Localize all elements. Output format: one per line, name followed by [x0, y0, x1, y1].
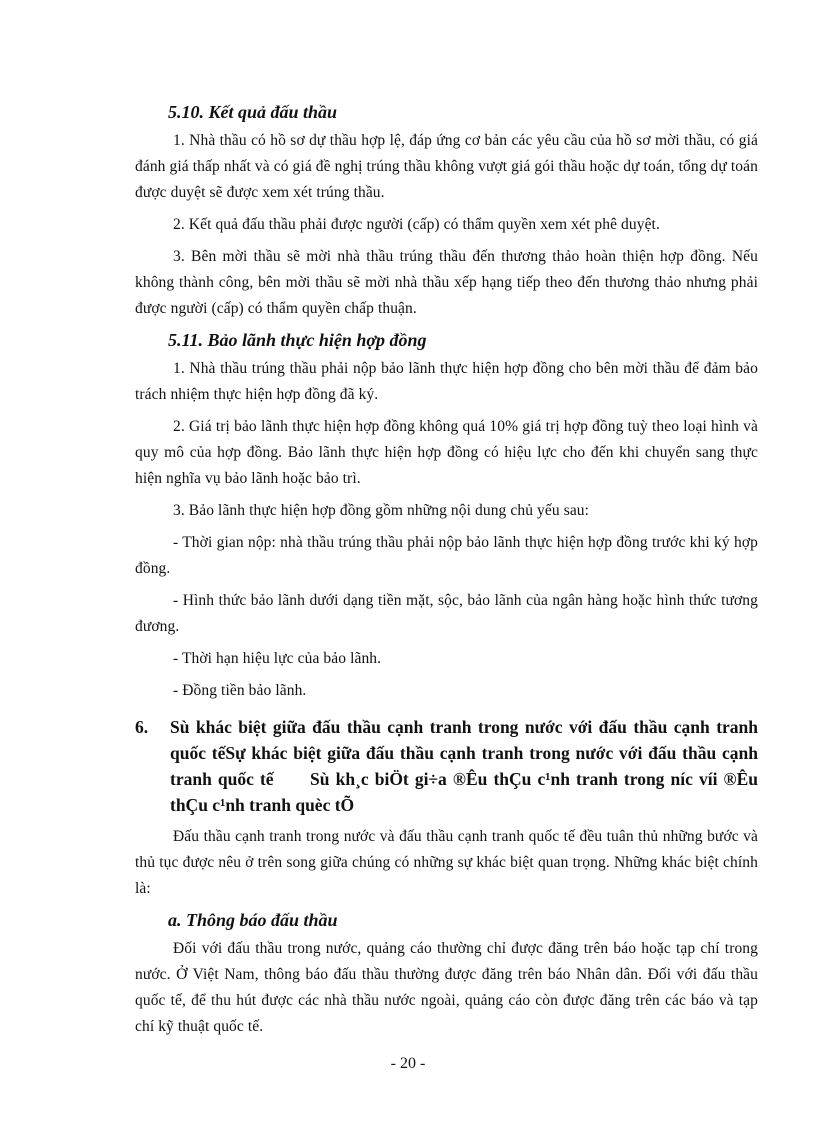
section-6-title: Sù khác biệt giữa đấu thầu cạnh tranh trong nước với đấu thầu cạnh tranh quốc tếSự khác biệt giữa đấu thầu cạnh tranh trong nước với đấu thầu cạnh tranh quốc tế Sù kh¸c biÖt gi÷a ®Êu thÇu c¹nh tranh trong níc víi ®Êu thÇu c¹nh tranh quèc tÕ — [170, 717, 763, 815]
section-5-10-heading: 5.10. Kết quả đấu thầu — [168, 102, 338, 122]
section-5-11-bullet-1: - Thời gian nộp: nhà thầu trúng thầu phải nộp bảo lãnh thực hiện hợp đồng trước khi ký hợp đồng. — [135, 534, 758, 577]
section-6-heading — [135, 714, 763, 818]
section-5-10-paragraph-2: 2. Kết quả đấu thầu phải được người (cấp) có thẩm quyền xem xét phê duyệt. — [173, 216, 660, 233]
section-6a-heading: a. Thông báo đấu thầu — [168, 910, 338, 930]
section-5-11-paragraph-1: 1. Nhà thầu trúng thầu phải nộp bảo lãnh thực hiện hợp đồng cho bên mời thầu để đảm bảo trách nhiệm thực hiện hợp đồng đã ký. — [135, 360, 758, 403]
section-5-11-bullet-4: - Đồng tiền bảo lãnh. — [173, 682, 307, 699]
section-5-11-paragraph-2: 2. Giá trị bảo lãnh thực hiện hợp đồng không quá 10% giá trị hợp đồng tuỳ theo loại hình và quy mô của hợp đồng. Bảo lãnh thực hiện hợp đồng có hiệu lực cho đến khi chuyển sang thực hiện nghĩa vụ bảo lãnh hoặc bảo trì. — [135, 418, 758, 487]
section-6a-paragraph: Đối với đấu thầu trong nước, quảng cáo thường chỉ được đăng trên báo hoặc tạp chí trong nước. Ở Việt Nam, thông báo đấu thầu thường được đăng trên báo Nhân dân. Đối với đấu thầu quốc tế, để thu hút được các nhà thầu nước ngoài, quảng cáo còn được đăng trên các báo và tạp chí kỹ thuật quốc tế. — [135, 940, 758, 1035]
section-6-number: 6. — [135, 717, 149, 737]
section-5-11-bullet-3: - Thời hạn hiệu lực của bảo lãnh. — [173, 650, 382, 667]
page-number: - 20 - — [390, 1055, 426, 1072]
section-5-11-bullet-2: - Hình thức bảo lãnh dưới dạng tiền mặt, sộc, bảo lãnh của ngân hàng hoặc hình thức tương đương. — [135, 592, 758, 635]
section-6-paragraph: Đấu thầu cạnh tranh trong nước và đấu thầu cạnh tranh quốc tế đều tuân thủ những bước và thủ tục được nêu ở trên song giữa chúng có những sự khác biệt quan trọng. Những khác biệt chính là: — [135, 828, 758, 897]
page-content — [135, 100, 763, 1046]
section-5-11-heading: 5.11. Bảo lãnh thực hiện hợp đồng — [168, 330, 427, 350]
section-5-10-paragraph-1: 1. Nhà thầu có hồ sơ dự thầu hợp lệ, đáp ứng cơ bản các yêu cầu của hồ sơ mời thầu, có giá đánh giá thấp nhất và có giá đề nghị trúng thầu không vượt giá gói thầu hoặc dự toán, tổng dự toán được duyệt sẽ được xem xét trúng thầu. — [135, 132, 758, 201]
section-5-10-paragraph-3: 3. Bên mời thầu sẽ mời nhà thầu trúng thầu đến thương thảo hoàn thiện hợp đồng. Nếu không thành công, bên mời thầu sẽ mời nhà thầu xếp hạng tiếp theo đến thương thảo nhưng phải được người (cấp) có thẩm quyền chấp thuận. — [135, 248, 758, 317]
section-5-11-paragraph-3: 3. Bảo lãnh thực hiện hợp đồng gồm những nội dung chủ yếu sau: — [173, 502, 590, 519]
